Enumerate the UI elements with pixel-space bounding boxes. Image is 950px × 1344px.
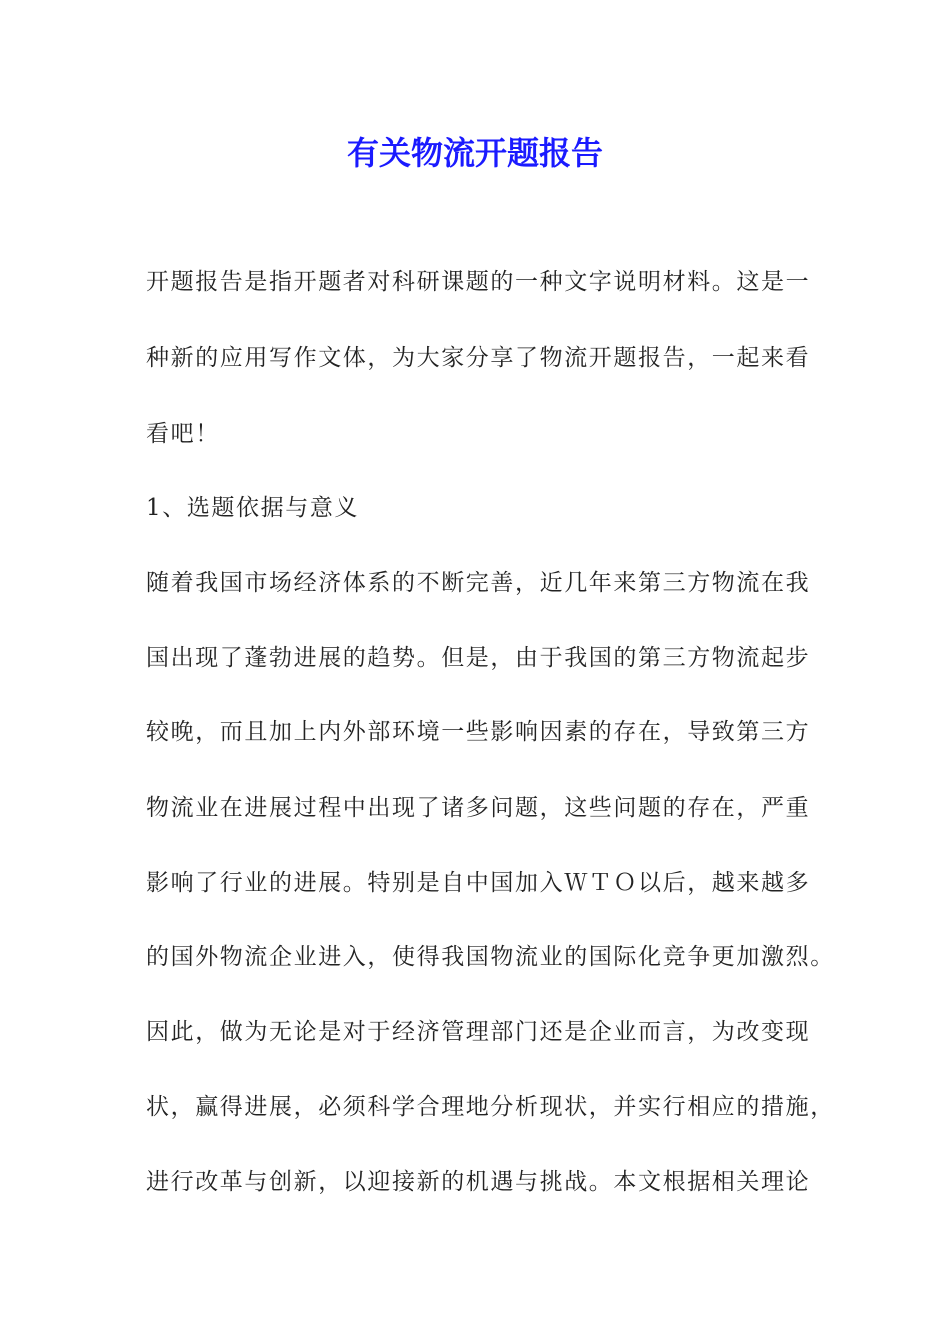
paragraph-line: 种新的应用写作文体，为大家分享了物流开题报告，一起来看 [146,345,811,371]
paragraph-line: 开题报告是指开题者对科研课题的一种文字说明材料。这是一 [146,269,811,295]
paragraph-line: 较晚，而且加上内外部环境一些影响因素的存在，导致第三方 [146,719,811,745]
paragraph-line: 看吧！ [146,421,220,447]
paragraph-line: 状，赢得进展，必须科学合理地分析现状，并实行相应的措施， [146,1094,835,1120]
paragraph-line: 影响了行业的进展。特别是自中国加入ＷＴＯ以后，越来越多 [146,870,811,896]
paragraph-line: 物流业在进展过程中出现了诸多问题，这些问题的存在，严重 [146,795,811,821]
paragraph-line: 的国外物流企业进入，使得我国物流业的国际化竞争更加激烈。 [146,944,835,970]
paragraph-line: 国出现了蓬勃进展的趋势。但是，由于我国的第三方物流起步 [146,645,811,671]
paragraph-line: 因此，做为无论是对于经济管理部门还是企业而言，为改变现 [146,1019,811,1045]
section-heading: 1、选题依据与意义 [146,495,360,521]
document-title: 有关物流开题报告 [346,134,603,172]
paragraph-line: 随着我国市场经济体系的不断完善，近几年来第三方物流在我 [146,570,811,596]
paragraph-line: 进行改革与创新，以迎接新的机遇与挑战。本文根据相关理论 [146,1169,811,1195]
